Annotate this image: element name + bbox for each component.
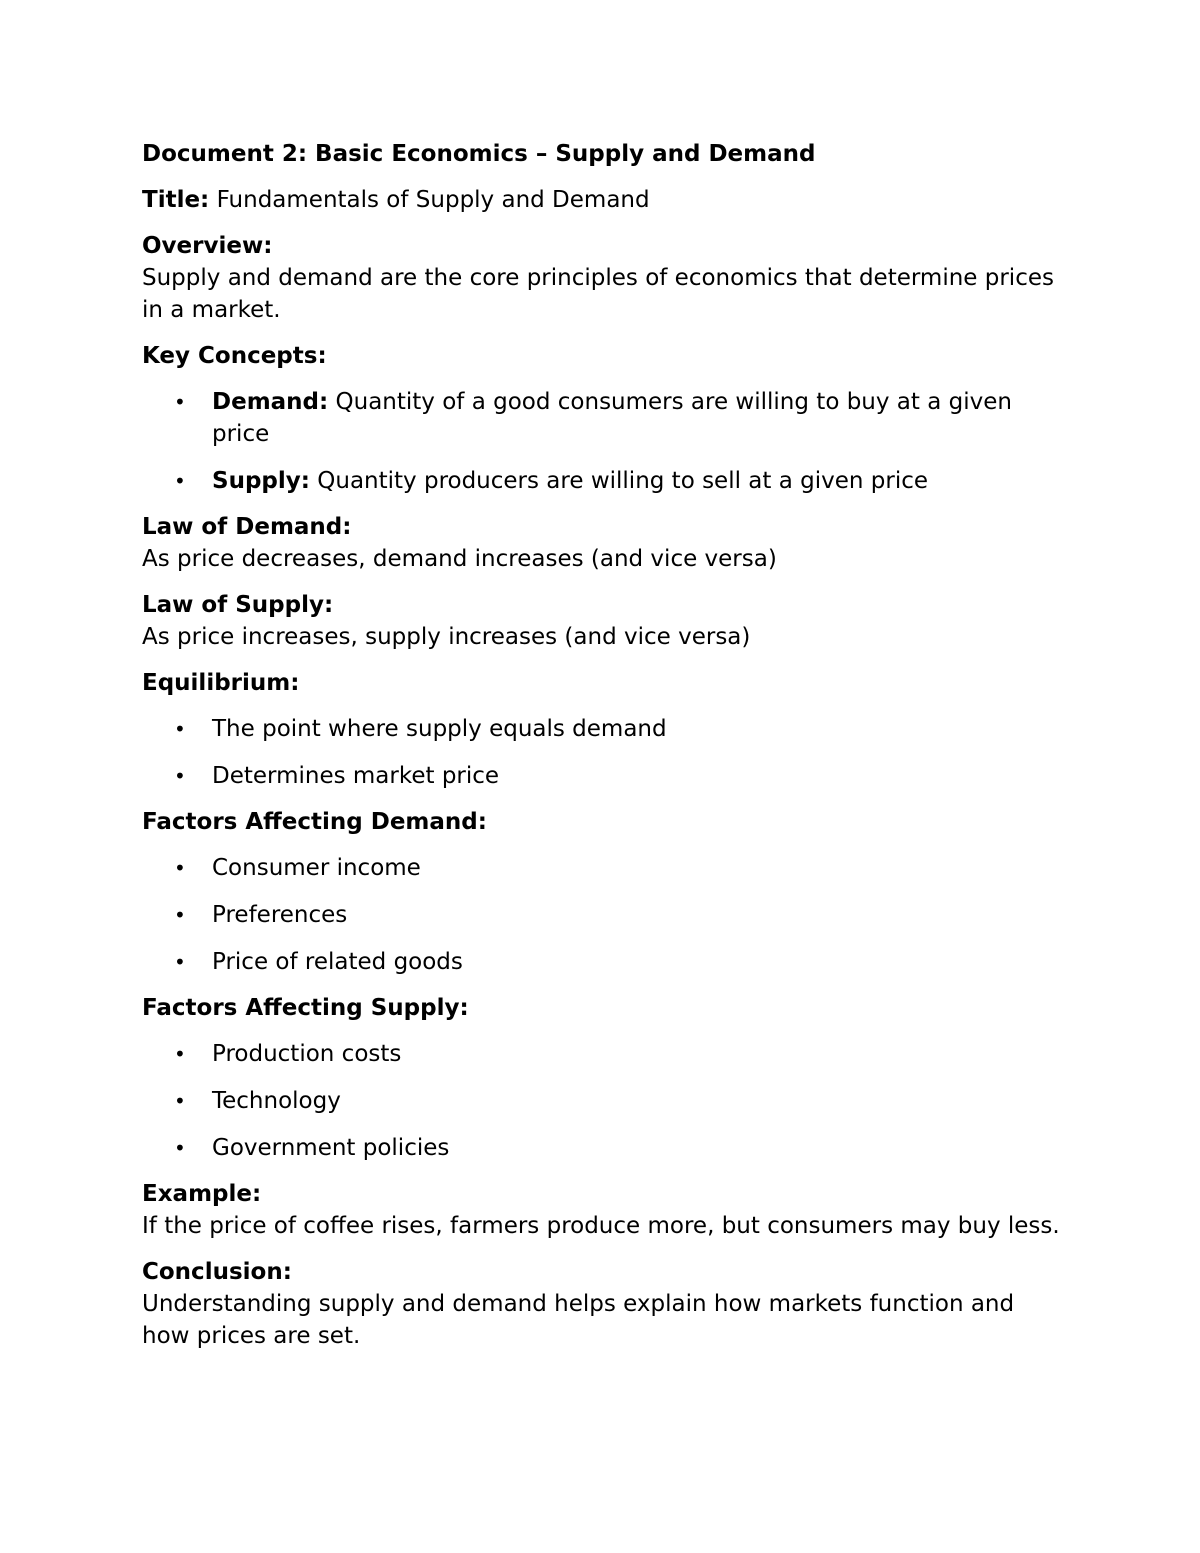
concept-text: Quantity producers are willing to sell at a given price: [309, 468, 929, 494]
bullet-icon: •: [174, 1042, 186, 1066]
equilibrium-list: [142, 713, 1062, 792]
list-item: [142, 760, 1062, 792]
bullet-icon: •: [174, 1136, 186, 1160]
example-heading: Example:: [142, 1181, 262, 1207]
bullet-icon: •: [174, 764, 186, 788]
factor-item: Consumer income: [212, 855, 421, 881]
equilibrium-item: Determines market price: [212, 763, 500, 789]
factor-item: Price of related goods: [212, 949, 463, 975]
document-heading: Document 2: Basic Economics – Supply and Demand: [142, 141, 816, 167]
overview-text: Supply and demand are the core principles of economics that determine prices in a market.: [142, 265, 1054, 323]
law-of-supply-section: [142, 589, 1062, 653]
list-item: [142, 852, 1062, 884]
law-of-supply-text: As price increases, supply increases (and vice versa): [142, 624, 751, 650]
factor-item: Technology: [212, 1088, 341, 1114]
example-text: If the price of coffee rises, farmers produce more, but consumers may buy less.: [142, 1213, 1060, 1239]
factors-supply-list: [142, 1038, 1062, 1164]
equilibrium-heading: Equilibrium:: [142, 670, 300, 696]
law-of-demand-heading: Law of Demand:: [142, 514, 352, 540]
factors-supply-heading: Factors Affecting Supply:: [142, 995, 469, 1021]
bullet-icon: •: [174, 950, 186, 974]
key-concepts-list: [142, 386, 1062, 497]
title-value: Fundamentals of Supply and Demand: [216, 187, 650, 213]
law-of-demand-section: [142, 511, 1062, 575]
list-item: [142, 386, 1062, 450]
title-label: Title:: [142, 187, 210, 213]
list-item: [142, 1085, 1062, 1117]
key-concepts-heading: Key Concepts:: [142, 343, 327, 369]
concept-term: Demand:: [212, 389, 329, 415]
factors-demand-list: [142, 852, 1062, 978]
bullet-icon: •: [174, 903, 186, 927]
concept-text: Quantity of a good consumers are willing to buy at a given price: [212, 389, 1012, 447]
list-item: [142, 1132, 1062, 1164]
list-item: [142, 1038, 1062, 1070]
overview-heading: Overview:: [142, 233, 273, 259]
list-item: [142, 946, 1062, 978]
law-of-demand-text: As price decreases, demand increases (and vice versa): [142, 546, 777, 572]
factor-item: Production costs: [212, 1041, 402, 1067]
list-item: [142, 713, 1062, 745]
list-item: [142, 899, 1062, 931]
overview-section: [142, 230, 1062, 326]
bullet-icon: •: [174, 1089, 186, 1113]
bullet-icon: •: [174, 469, 186, 493]
factors-demand-heading: Factors Affecting Demand:: [142, 809, 487, 835]
factor-item: Preferences: [212, 902, 348, 928]
equilibrium-item: The point where supply equals demand: [212, 716, 667, 742]
bullet-icon: •: [174, 717, 186, 741]
conclusion-heading: Conclusion:: [142, 1259, 292, 1285]
list-item: [142, 465, 1062, 497]
example-section: [142, 1178, 1062, 1242]
factor-item: Government policies: [212, 1135, 450, 1161]
bullet-icon: •: [174, 856, 186, 880]
conclusion-text: Understanding supply and demand helps explain how markets function and how prices are set.: [142, 1291, 1015, 1349]
bullet-icon: •: [174, 390, 186, 414]
law-of-supply-heading: Law of Supply:: [142, 592, 334, 618]
concept-term: Supply:: [212, 468, 310, 494]
conclusion-section: [142, 1256, 1062, 1352]
document-page: [142, 138, 1062, 1366]
title-line: [142, 184, 1062, 216]
